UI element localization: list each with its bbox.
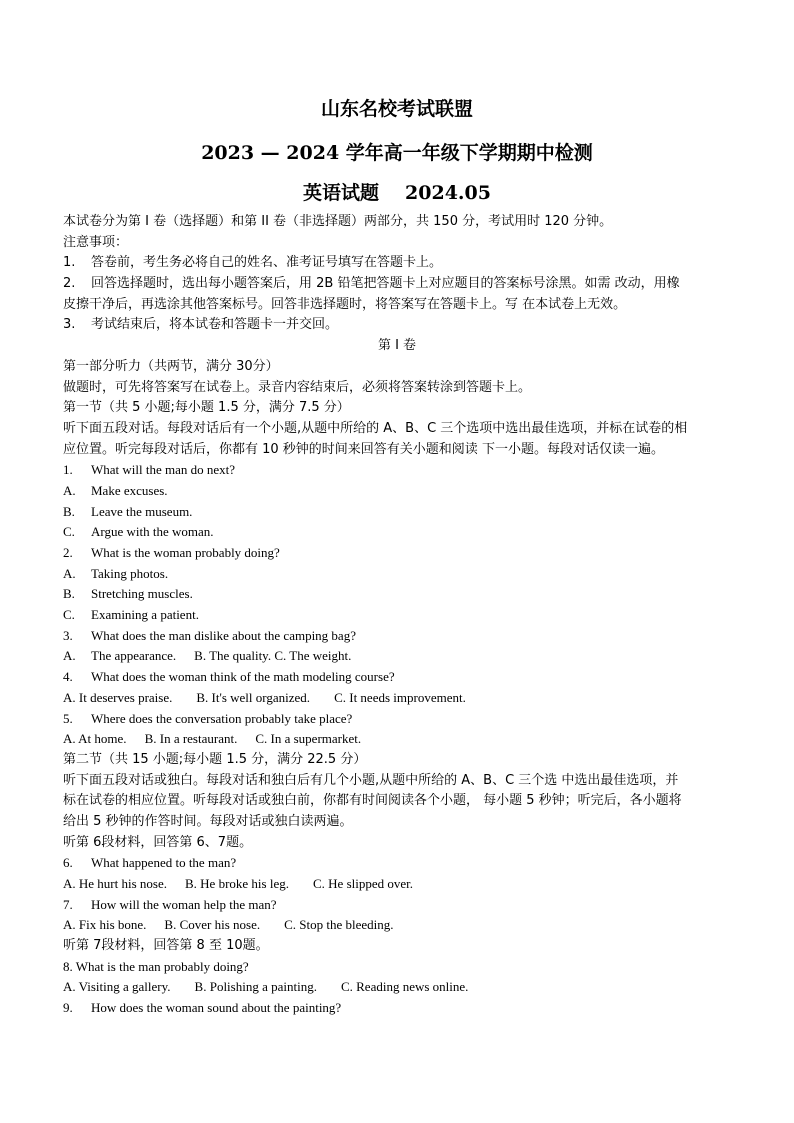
question-text: What is the woman probably doing? xyxy=(91,545,280,560)
option-c: C. In a supermarket. xyxy=(255,731,362,747)
material-7-heading: 听第 7段材料，回答第 8 至 10题。 xyxy=(63,938,269,954)
option-c: C. The weight. xyxy=(274,648,352,664)
options-7 xyxy=(63,915,731,936)
option-b: B. In a restaurant. xyxy=(144,731,238,747)
option-a: A. It deserves praise. xyxy=(63,689,173,705)
option-a: A. Visiting a gallery. xyxy=(63,979,171,995)
option-b: B. It's well organized. xyxy=(196,689,311,705)
section2-desc-end: 给出 5 秒钟的作答时间。每段对话或独白读两遍。 xyxy=(63,813,353,829)
option-letter: A. xyxy=(63,482,76,498)
question-number: 5. xyxy=(63,710,73,726)
section1-desc: 听下面五段对话。每段对话后有一个小题,从题中所给的 A、B、C 三个选项中选出最佳选项，并标在试卷的相 xyxy=(63,420,688,436)
option-text: Make excuses. xyxy=(91,482,168,498)
intro-text: 本试卷分为第 I 卷（选择题）和第 II 卷（非选择题）两部分，共 150 分，考试用时 120 分钟。 xyxy=(63,214,613,229)
question-7 xyxy=(63,895,731,916)
note-3 xyxy=(63,315,731,336)
options-3 xyxy=(63,646,731,667)
note-text: 考试结束后，将本试卷和答题卡一并交回。 xyxy=(91,317,339,333)
volume-heading: 第 I 卷 xyxy=(377,338,417,354)
option-2b xyxy=(63,584,731,605)
question-number: 2. xyxy=(63,545,73,560)
option-c: C. Reading news online. xyxy=(340,979,469,995)
option-c: C. He slipped over. xyxy=(312,876,413,891)
question-1 xyxy=(63,460,731,481)
option-text: Examining a patient. xyxy=(91,607,199,623)
exam-title: 2023 — 2024 学年高一年级下学期期中检测 xyxy=(201,142,593,164)
option-a: A. Fix his bone. xyxy=(63,917,147,933)
part1-title: 第一部分听力（共两节，满分 30分） xyxy=(63,358,279,374)
question-6 xyxy=(63,853,731,874)
section1-desc-cont: 应位置。听完每段对话后，你都有 10 秒钟的时间来回答有关小题和阅读 下一小题。每段对话仅读一遍。 xyxy=(63,441,664,457)
option-a: A. He hurt his nose. xyxy=(63,876,167,891)
option-2c xyxy=(63,605,731,626)
option-letter: A. xyxy=(63,565,76,581)
question-4 xyxy=(63,667,731,688)
option-text: Stretching muscles. xyxy=(91,586,193,602)
question-text: Where does the conversation probably take place? xyxy=(91,710,353,726)
option-2a xyxy=(63,564,731,585)
option-1c xyxy=(63,522,731,543)
option-c: C. It needs improvement. xyxy=(334,689,466,705)
option-a: A. At home. xyxy=(63,731,127,747)
option-letter: B. xyxy=(63,586,75,602)
option-letter: C. xyxy=(63,607,75,623)
option-text: Leave the museum. xyxy=(91,503,193,519)
option-1b xyxy=(63,502,731,523)
option-letter: A. xyxy=(63,648,76,664)
options-6 xyxy=(63,874,731,895)
material-6-heading: 听第 6段材料，回答第 6、7题。 xyxy=(63,834,253,850)
options-5 xyxy=(63,729,731,750)
section1-title: 第一节（共 5 小题;每小题 1.5 分，满分 7.5 分） xyxy=(63,400,350,416)
question-9 xyxy=(63,998,731,1019)
option-b: B. The quality. xyxy=(194,648,272,664)
option-b: B. He broke his leg. xyxy=(185,876,289,891)
question-text: What does the man dislike about the camping bag? xyxy=(91,627,356,643)
question-number: 6. xyxy=(63,855,73,871)
exam-body xyxy=(63,212,731,1019)
notes-title: 注意事项： xyxy=(63,234,129,250)
option-a-text: The appearance. xyxy=(91,648,177,664)
option-b: B. Cover his nose. xyxy=(164,917,261,933)
question-text: How will the woman help the man? xyxy=(91,896,277,912)
question-number: 3. xyxy=(63,627,73,643)
question-8: 8. What is the man probably doing? xyxy=(63,958,249,974)
option-letter: B. xyxy=(63,503,75,519)
options-4 xyxy=(63,688,731,709)
question-text: What will the man do next? xyxy=(91,462,236,478)
option-1a xyxy=(63,481,731,502)
part1-desc: 做题时，可先将答案写在试卷上。录音内容结束后，必须将答案转涂到答题卡上。 xyxy=(63,379,532,395)
option-letter: C. xyxy=(63,524,75,540)
section2-title: 第二节（共 15 小题;每小题 1.5 分，满分 22.5 分） xyxy=(63,751,367,767)
option-b: B. Polishing a painting. xyxy=(194,979,317,995)
question-text: What does the woman think of the math modeling course? xyxy=(91,669,395,685)
question-number: 1. xyxy=(63,462,73,478)
note-text: 回答选择题时，选出每小题答案后，用 2B 铅笔把答题卡上对应题目的答案标号涂黑。如需 改动，用橡 xyxy=(91,276,680,292)
subject-title xyxy=(0,180,794,206)
note-text: 答卷前，考生务必将自己的姓名、准考证号填写在答题卡上。 xyxy=(91,255,443,271)
option-text: Argue with the woman. xyxy=(91,524,214,540)
question-text: What happened to the man? xyxy=(91,855,237,871)
question-number: 9. xyxy=(63,1000,73,1016)
question-text: How does the woman sound about the painting? xyxy=(91,1000,342,1016)
option-c: C. Stop the bleeding. xyxy=(284,917,394,933)
options-8 xyxy=(63,977,731,998)
note-number: 3. xyxy=(63,317,76,333)
note-number: 2. xyxy=(63,276,76,292)
exam-date: 2024.05 xyxy=(405,182,491,204)
league-title: 山东名校考试联盟 xyxy=(320,98,473,120)
section2-desc: 听下面五段对话或独白。每段对话和独白后有几个小题,从题中所给的 A、B、C 三个选 中选出最佳选项，并 xyxy=(63,772,679,788)
note-number: 1. xyxy=(63,255,76,271)
option-text: Taking photos. xyxy=(91,565,169,581)
note-2 xyxy=(63,274,731,295)
section2-desc-cont: 标在试卷的相应位置。听每段对话或独白前，你都有时间阅读各个小题， 每小题 5 秒钟；听完后，各小题将 xyxy=(63,793,682,809)
question-5 xyxy=(63,709,731,730)
note-2-cont: 皮擦干净后，再选涂其他答案标号。回答非选择题时，将答案写在答题卡上。写 在本试卷上无效。 xyxy=(63,296,627,312)
note-1 xyxy=(63,253,731,274)
question-2 xyxy=(63,543,731,564)
subject-name: 英语试题 xyxy=(303,182,380,204)
question-number: 4. xyxy=(63,669,73,685)
question-number: 7. xyxy=(63,896,73,912)
question-3 xyxy=(63,626,731,647)
